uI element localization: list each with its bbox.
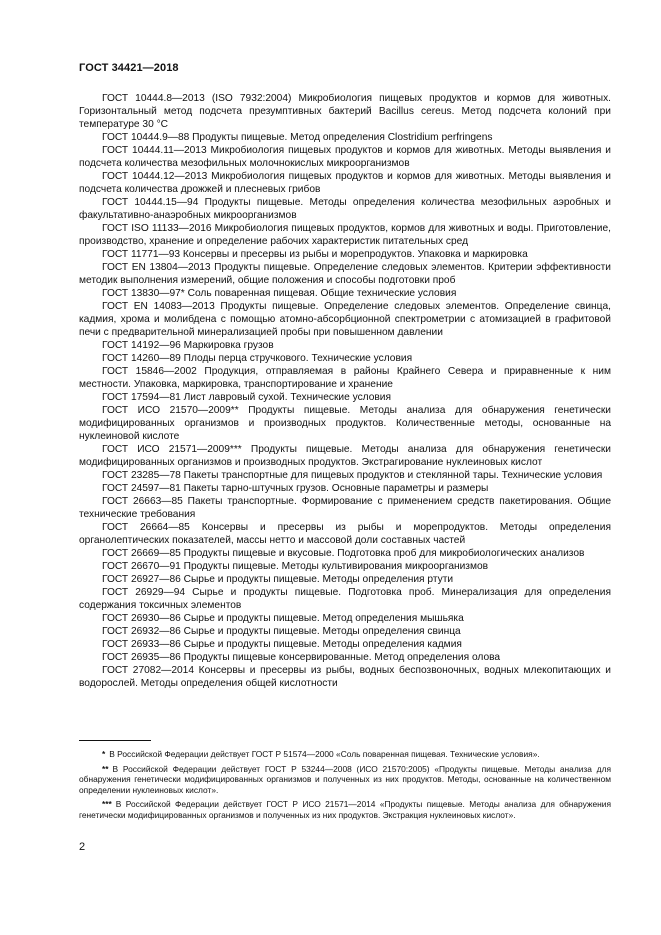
footnote-item xyxy=(79,799,611,820)
footnote-mark: *** xyxy=(102,799,112,809)
reference-item: ГОСТ ISO 11133—2016 Микробиология пищевых продуктов, кормов для животных и воды. Приготовление, производство, хранение и определение рабочих характеристик питательных сред xyxy=(79,223,611,247)
reference-item: ГОСТ 10444.9—88 Продукты пищевые. Метод определения Clostridium perfringens xyxy=(102,132,493,143)
reference-item: ГОСТ 24597—81 Пакеты тарно-штучных грузов. Основные параметры и размеры xyxy=(102,483,489,494)
reference-item: ГОСТ 15846—2002 Продукция, отправляемая в районы Крайнего Севера и приравненные к ним местности. Упаковка, маркировка, транспортирование и хранение xyxy=(79,366,611,390)
reference-item: ГОСТ 26663—85 Пакеты транспортные. Формирование с применением средств пакетирования. Общие технические требования xyxy=(79,496,611,520)
reference-item: ГОСТ EN 14083—2013 Продукты пищевые. Определение следовых элементов. Определение свинца, кадмия, хрома и молибдена с помощью атомно-абсорбционной спектрометрии с атомизацией в графитовой печи с предварительной минерализацией пробы при повышенном давлении xyxy=(79,301,611,338)
footnote-item xyxy=(79,749,611,760)
reference-item: ГОСТ 10444.12—2013 Микробиология пищевых продуктов и кормов для животных. Методы выявления и подсчета количества дрожжей и плесневых грибов xyxy=(79,171,611,195)
reference-item: ГОСТ 26929—94 Сырье и продукты пищевые. Подготовка проб. Минерализация для определения содержания токсичных элементов xyxy=(79,587,611,611)
reference-item: ГОСТ 26669—85 Продукты пищевые и вкусовые. Подготовка проб для микробиологических анализов xyxy=(102,548,585,559)
document-header: ГОСТ 34421—2018 xyxy=(79,62,179,74)
reference-item: ГОСТ 26664—85 Консервы и пресервы из рыбы и морепродуктов. Методы определения органолептических показателей, массы нетто и массовой доли составных частей xyxy=(79,522,611,546)
reference-item: ГОСТ 10444.11—2013 Микробиология пищевых продуктов и кормов для животных. Методы выявления и подсчета количества мезофильных молочнокислых микроорганизмов xyxy=(79,145,611,169)
footnote-mark: ** xyxy=(102,763,109,774)
page-number: 2 xyxy=(79,841,86,853)
reference-item: ГОСТ 14260—89 Плоды перца стручкового. Технические условия xyxy=(102,353,413,364)
reference-item: ГОСТ 11771—93 Консервы и пресервы из рыбы и морепродуктов. Упаковка и маркировка xyxy=(102,249,528,260)
reference-item: ГОСТ 27082—2014 Консервы и пресервы из рыбы, водных беспозвоночных, водных млекопитающих и водорослей. Методы определения общей кислотности xyxy=(79,665,611,689)
reference-item: ГОСТ 10444.8—2013 (ISO 7932:2004) Микробиология пищевых продуктов и кормов для животных. Горизонтальный метод подсчета презумптивных бактерий Bacillus cereus. Метод подсчета колоний при температуре 30 °C xyxy=(79,93,611,130)
footnotes xyxy=(79,749,611,824)
reference-item: ГОСТ 26935—86 Продукты пищевые консервированные. Метод определения олова xyxy=(102,652,501,663)
reference-item: ГОСТ 26933—86 Сырье и продукты пищевые. Методы определения кадмия xyxy=(102,639,462,650)
footnote-text: В Российской Федерации действует ГОСТ Р ИСО 21571—2014 «Продукты пищевые. Методы анализа для обнаружения генетически модифицированных организмов и полученных из них продуктов. Экстракция нуклеиновых кислот». xyxy=(79,799,611,820)
footnote-divider xyxy=(79,740,151,741)
reference-item: ГОСТ 26930—86 Сырье и продукты пищевые. Метод определения мышьяка xyxy=(102,613,464,624)
reference-item: ГОСТ EN 13804—2013 Продукты пищевые. Определение следовых элементов. Критерии эффективности методик выполнения измерений, общие положения и способы подготовки проб xyxy=(79,262,611,286)
reference-item: ГОСТ 26670—91 Продукты пищевые. Методы культивирования микроорганизмов xyxy=(102,561,489,572)
reference-item: ГОСТ ИСО 21570—2009** Продукты пищевые. Методы анализа для обнаружения генетически модифицированных организмов и производных продуктов. Количественные методы, основанные на нуклеиновой кислоте xyxy=(79,405,611,442)
reference-item: ГОСТ 26927—86 Сырье и продукты пищевые. Методы определения ртути xyxy=(102,574,454,585)
reference-item: ГОСТ ИСО 21571—2009*** Продукты пищевые. Методы анализа для обнаружения генетически модифицированных организмов и производных продуктов. Экстрагирование нуклеиновых кислот xyxy=(79,444,611,468)
footnote-item xyxy=(79,764,611,796)
footnote-text: В Российской Федерации действует ГОСТ Р 53244—2008 (ИСО 21570:2005) «Продукты пищевые. Методы анализа для обнаружения генетически модифицированных организмов и полученных из них продуктов. Методы, основанные на количественном определении нуклеиновых кислот». xyxy=(79,763,611,795)
reference-item: ГОСТ 17594—81 Лист лавровый сухой. Технические условия xyxy=(102,392,392,403)
reference-item: ГОСТ 14192—96 Маркировка грузов xyxy=(102,340,274,351)
reference-item: ГОСТ 26932—86 Сырье и продукты пищевые. Методы определения свинца xyxy=(102,626,461,637)
reference-item: ГОСТ 23285—78 Пакеты транспортные для пищевых продуктов и стеклянной тары. Технические условия xyxy=(102,470,603,481)
normative-references xyxy=(79,92,611,690)
reference-item: ГОСТ 10444.15—94 Продукты пищевые. Методы определения количества мезофильных аэробных и факультативно-анаэробных микроорганизмов xyxy=(79,197,611,221)
footnote-text: В Российской Федерации действует ГОСТ Р 51574—2000 «Соль поваренная пищевая. Технические условия». xyxy=(109,749,540,759)
footnote-mark: * xyxy=(102,749,106,759)
reference-item: ГОСТ 13830—97* Соль поваренная пищевая. Общие технические условия xyxy=(102,288,457,299)
